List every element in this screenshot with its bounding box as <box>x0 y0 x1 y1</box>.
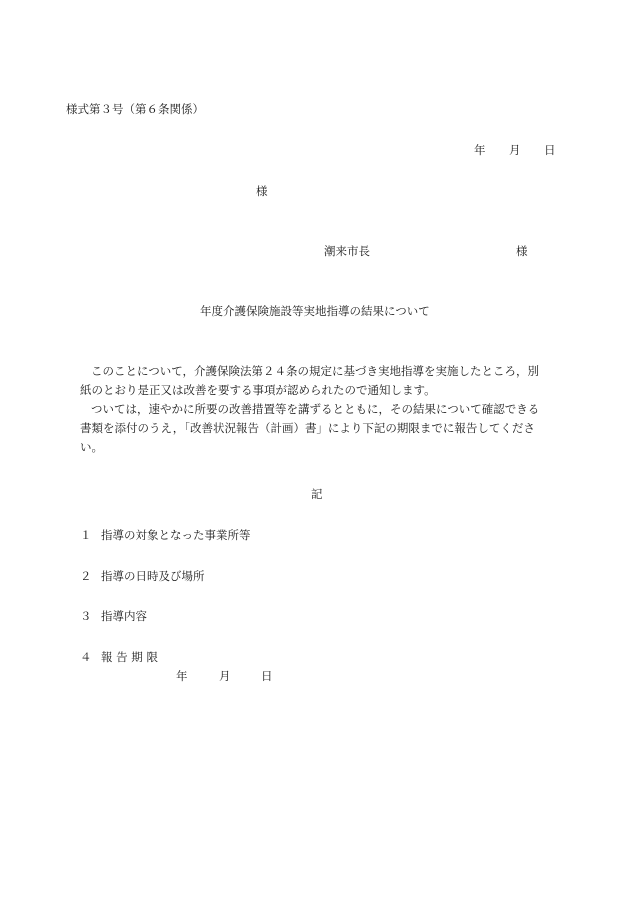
date-day: 日 <box>544 143 556 157</box>
item-3-number: ３ <box>80 609 92 623</box>
subject-title: 年度介護保険施設等実地指導の結果について <box>200 304 430 318</box>
body-p2-line3: い。 <box>80 440 103 454</box>
deadline-year: 年 <box>176 669 188 683</box>
body-p1-line2: 紙のとおり是正又は改善を要する事項が認められたので通知します。 <box>80 383 436 397</box>
sender-title: 潮来市長 <box>324 244 370 258</box>
item-1-number: １ <box>80 528 92 542</box>
deadline-month: 月 <box>219 669 231 683</box>
ki-heading: 記 <box>311 487 323 501</box>
body-p1-line1: このことについて，介護保険法第２４条の規定に基づき実地指導を実施したところ，別 <box>91 364 540 378</box>
item-4-number: ４ <box>80 650 92 664</box>
item-2-label: 指導の日時及び場所 <box>101 569 205 583</box>
addressee-suffix: 様 <box>256 184 268 198</box>
date-month: 月 <box>509 143 521 157</box>
item-3-label: 指導内容 <box>101 609 147 623</box>
form-number: 様式第３号（第６条関係） <box>66 102 204 116</box>
date-year: 年 <box>474 143 486 157</box>
body-p2-line2: 書類を添付のうえ，「改善状況報告（計画）書」により下記の期限までに報告してくださ <box>80 421 535 435</box>
item-1-label: 指導の対象となった事業所等 <box>101 528 251 542</box>
deadline-day: 日 <box>261 669 273 683</box>
sender-suffix: 様 <box>516 244 528 258</box>
item-4-label: 報 告 期 限 <box>101 650 158 664</box>
item-2-number: ２ <box>80 569 92 583</box>
body-p2-line1: ついては，速やかに所要の改善措置等を講ずるとともに，その結果について確認できる <box>91 402 540 416</box>
